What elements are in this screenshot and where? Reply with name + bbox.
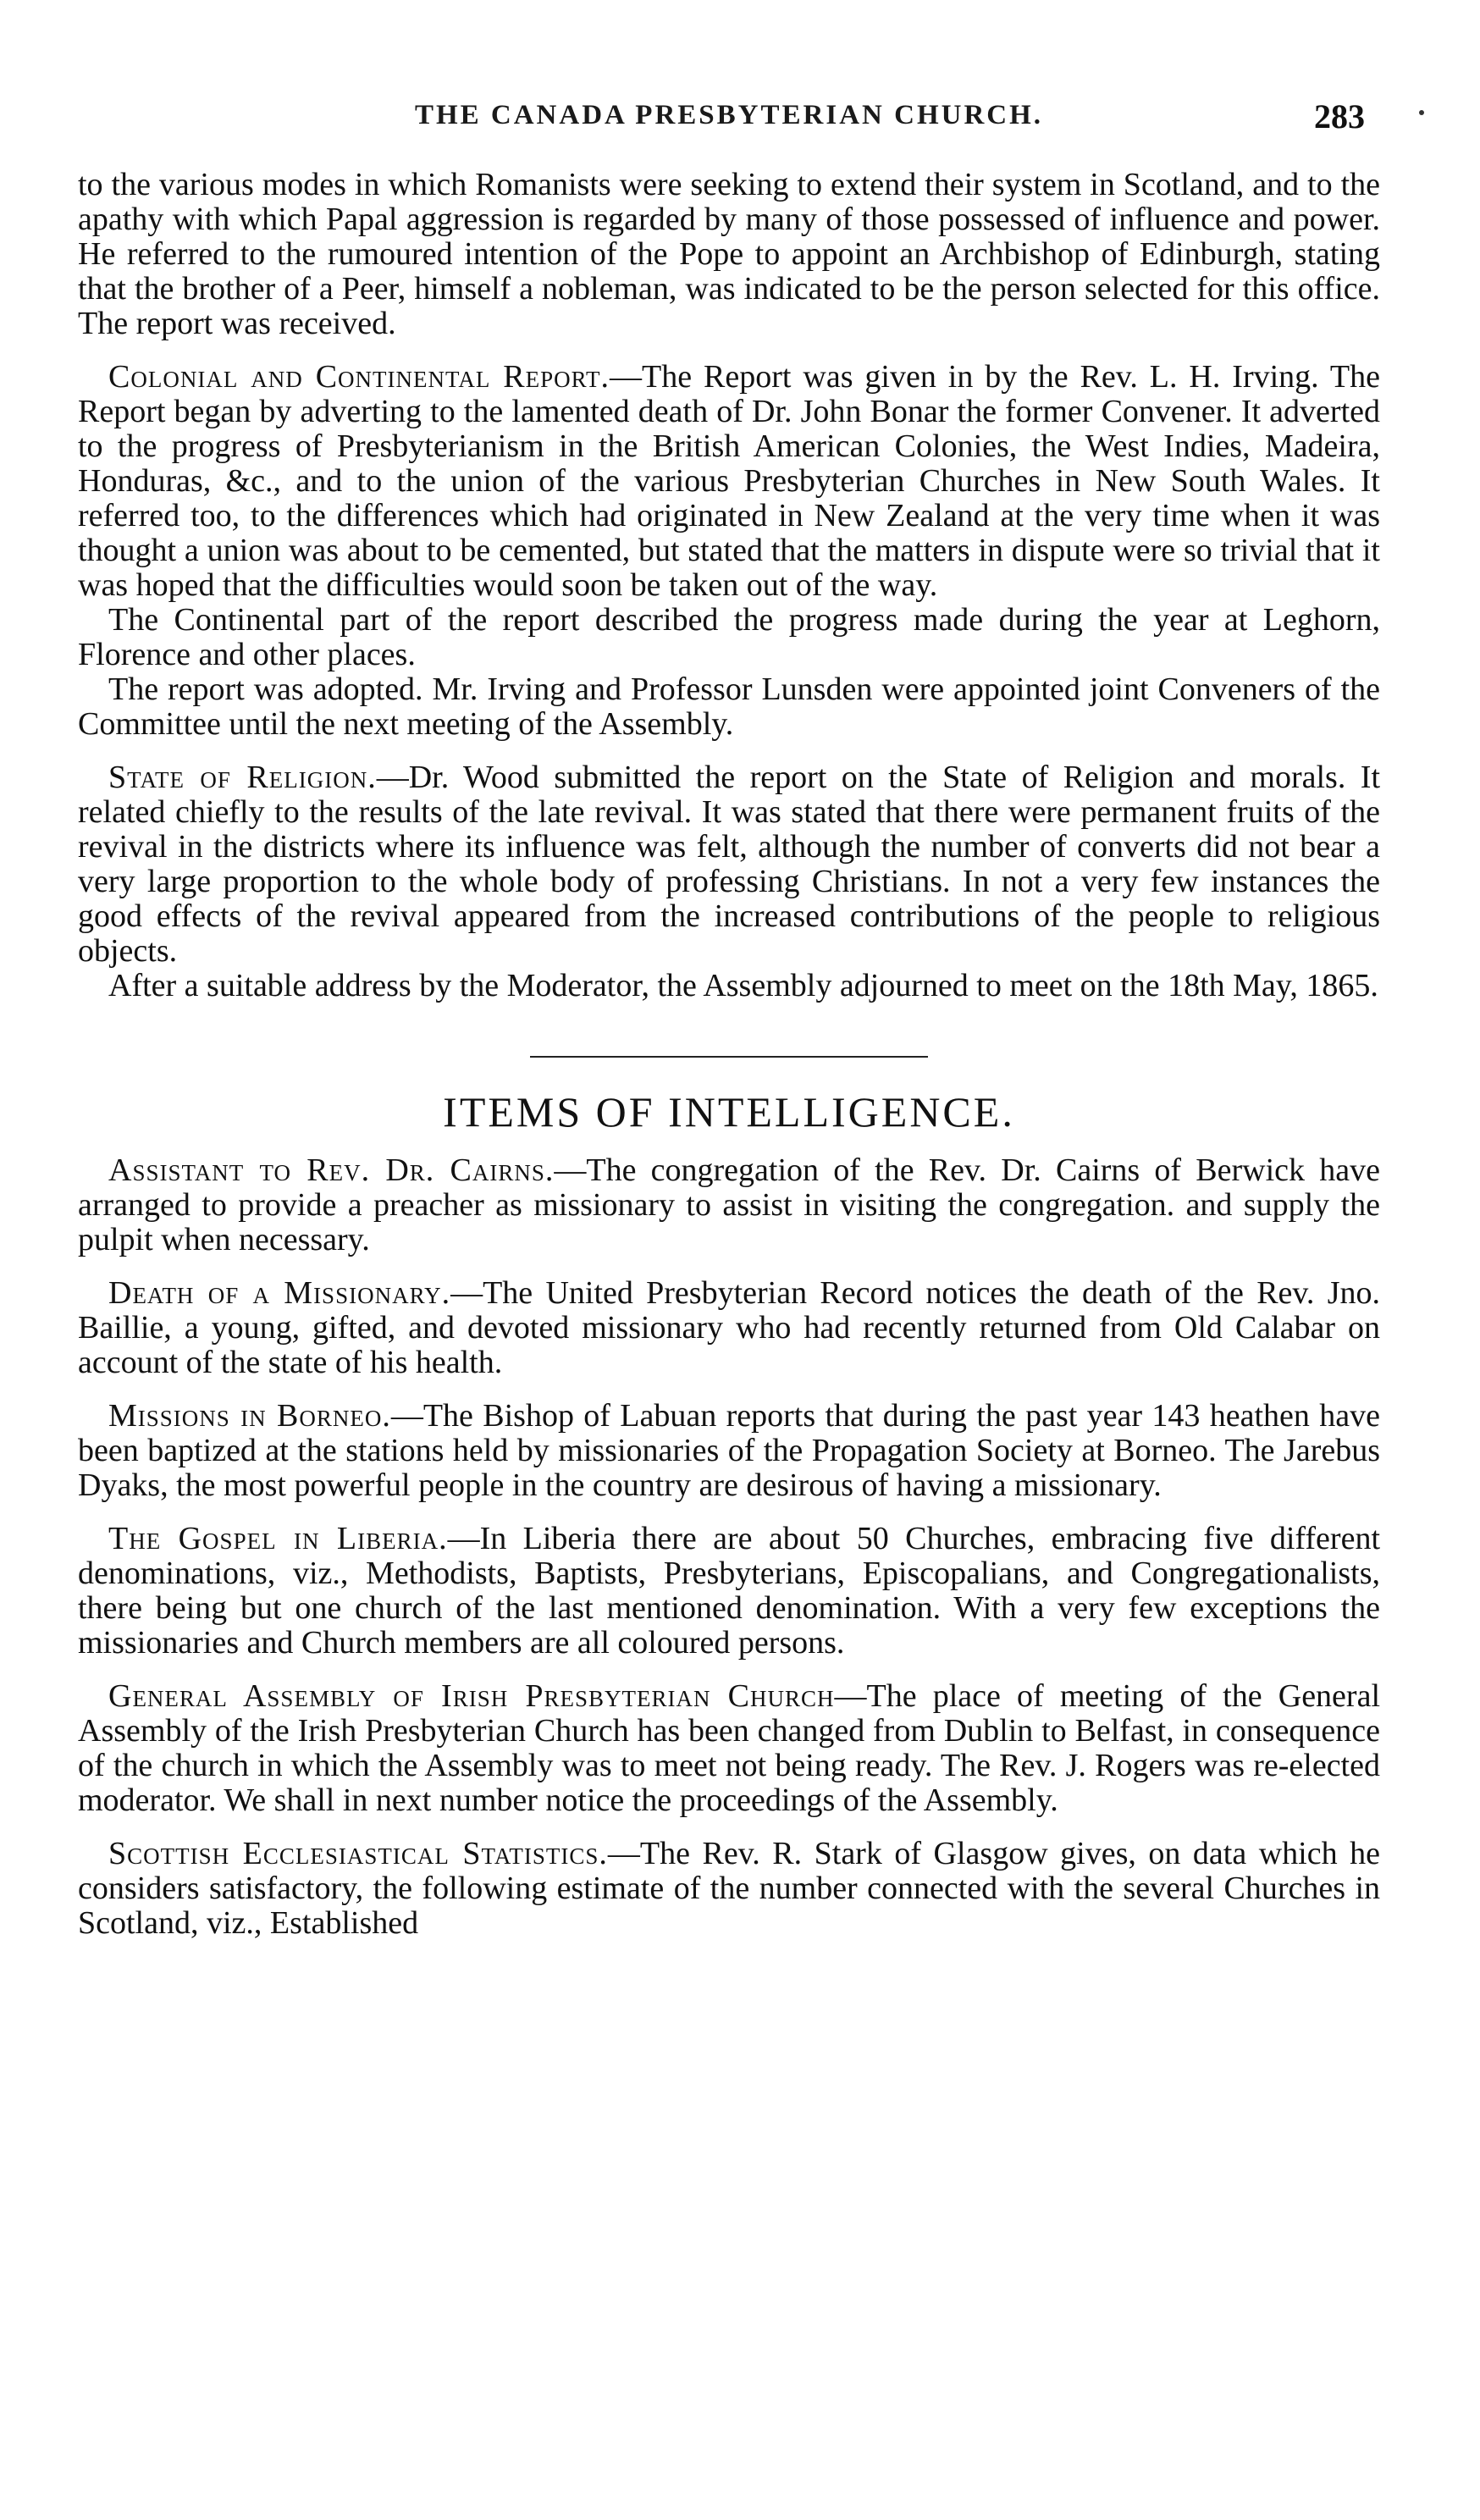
item-assistant — [78, 1153, 1380, 1257]
item-death-missionary — [78, 1276, 1380, 1380]
paragraph-text: —The Report was given in by the Rev. L. H. Irving. The Report began by adverting to the lamented death of Dr. John Bonar the former Convener. It adverted to the progress of Presbyterianism in the British American Colonies, the West Indies, Madeira, Honduras, &c., and to the union of the various Presbyterian Churches in New South Wales. It referred too, to the differences which had originated in New Zealand at the very time when it was thought a union was about to be cemented, but stated that the matters in dispute were so trivial that it was hoped that the difficulties would soon be taken out of the way. — [78, 359, 1380, 603]
paragraph-report-adopted: The report was adopted. Mr. Irving and Professor Lunsden were appointed joint Conveners of the Committee until the next meeting of the Assembly. — [78, 671, 1380, 742]
running-head — [78, 97, 1380, 168]
item-text: —The place of meeting of the General Assembly of the Irish Presbyterian Church has been changed from Dublin to Belfast, in consequence of the church in which the Assembly was to meet not being ready. The Rev. J. Rogers was re-elected moderator. We shall in next number notice the proceedings of the Assembly. — [78, 1678, 1381, 1818]
paragraph-state-of-religion — [78, 760, 1380, 969]
item-text: —The United Presbyterian Record notices the death of the Rev. Jno. Baillie, a young, gifted, and devoted missionary who had recently returned from Old Calabar on account of the state of his health. — [78, 1275, 1380, 1380]
section-divider — [530, 1056, 928, 1058]
item-gospel-liberia — [78, 1522, 1380, 1661]
item-heading: The Gospel in Liberia. — [108, 1521, 448, 1556]
item-text: —The congregation of the Rev. Dr. Cairns of Berwick have arranged to provide a preacher as missionary to assist in visiting the congregation. and supply the pulpit when necessary. — [78, 1152, 1380, 1257]
item-general-assembly — [78, 1679, 1380, 1818]
item-text: —The Bishop of Labuan reports that during the past year 143 heathen have been baptized at the stations held by missionaries of the Propagation Society at Borneo. The Jarebus Dyaks, the most powerful people in the country are desirous of having a missionary. — [78, 1398, 1380, 1503]
body-text — [78, 168, 1380, 1941]
item-heading: Scottish Ecclesiastical Statistics. — [108, 1836, 608, 1871]
page-number: 283 — [1314, 97, 1365, 135]
item-text: —In Liberia there are about 50 Churches, embracing five different denominations, viz., Methodists, Baptists, Presbyterians, Episcopalians, and Congregationalists, there being but one church of the last mentioned denomination. With a very few exceptions the missionaries and Church members are all coloured persons. — [78, 1521, 1380, 1661]
item-heading: Missions in Borneo. — [108, 1398, 391, 1434]
paragraph-continental-part: The Continental part of the report described the progress made during the year at Leghorn, Florence and other places. — [78, 602, 1380, 672]
item-heading: Death of a Missionary. — [108, 1275, 451, 1311]
item-scottish-statistics — [78, 1837, 1380, 1941]
paragraph-romanists: to the various modes in which Romanists were seeking to extend their system in Scotland, and to the apathy with which Papal aggression is regarded by many of those possessed of influence and power. He referred to the rumoured intention of the Pope to appoint an Archbishop of Edinburgh, stating that the brother of a Peer, himself a nobleman, was indicated to be the person selected for this office. The report was received. — [78, 167, 1380, 341]
section-heading: ITEMS OF INTELLIGENCE. — [443, 1088, 1015, 1136]
print-speck — [1419, 110, 1424, 115]
running-title: THE CANADA PRESBYTERIAN CHURCH. — [414, 100, 1044, 130]
item-heading: General Assembly of Irish Presbyterian Church — [108, 1678, 835, 1714]
item-text: —The Rev. R. Stark of Glasgow gives, on data which he considers satisfactory, the following estimate of the number connected with the several Churches in Scotland, viz., Established — [78, 1836, 1380, 1941]
run-in-heading: State of Religion. — [108, 760, 377, 795]
paragraph-adjourned: After a suitable address by the Moderator, the Assembly adjourned to meet on the 18th May, 1865. — [108, 968, 1378, 1003]
item-heading: Assistant to Rev. Dr. Cairns. — [108, 1152, 555, 1188]
paragraph-colonial-report — [78, 360, 1380, 603]
item-missions-borneo — [78, 1399, 1380, 1503]
paragraph-text: —Dr. Wood submitted the report on the State of Religion and morals. It related chiefly to the results of the late revival. It was stated that there were permanent fruits of the revival in the districts where its influence was felt, although the number of converts did not bear a very large proportion to the whole body of professing Christians. In not a very few instances the good effects of the revival appeared from the increased contributions of the people to religious objects. — [78, 760, 1381, 969]
run-in-heading: Colonial and Continental Report. — [108, 359, 610, 395]
